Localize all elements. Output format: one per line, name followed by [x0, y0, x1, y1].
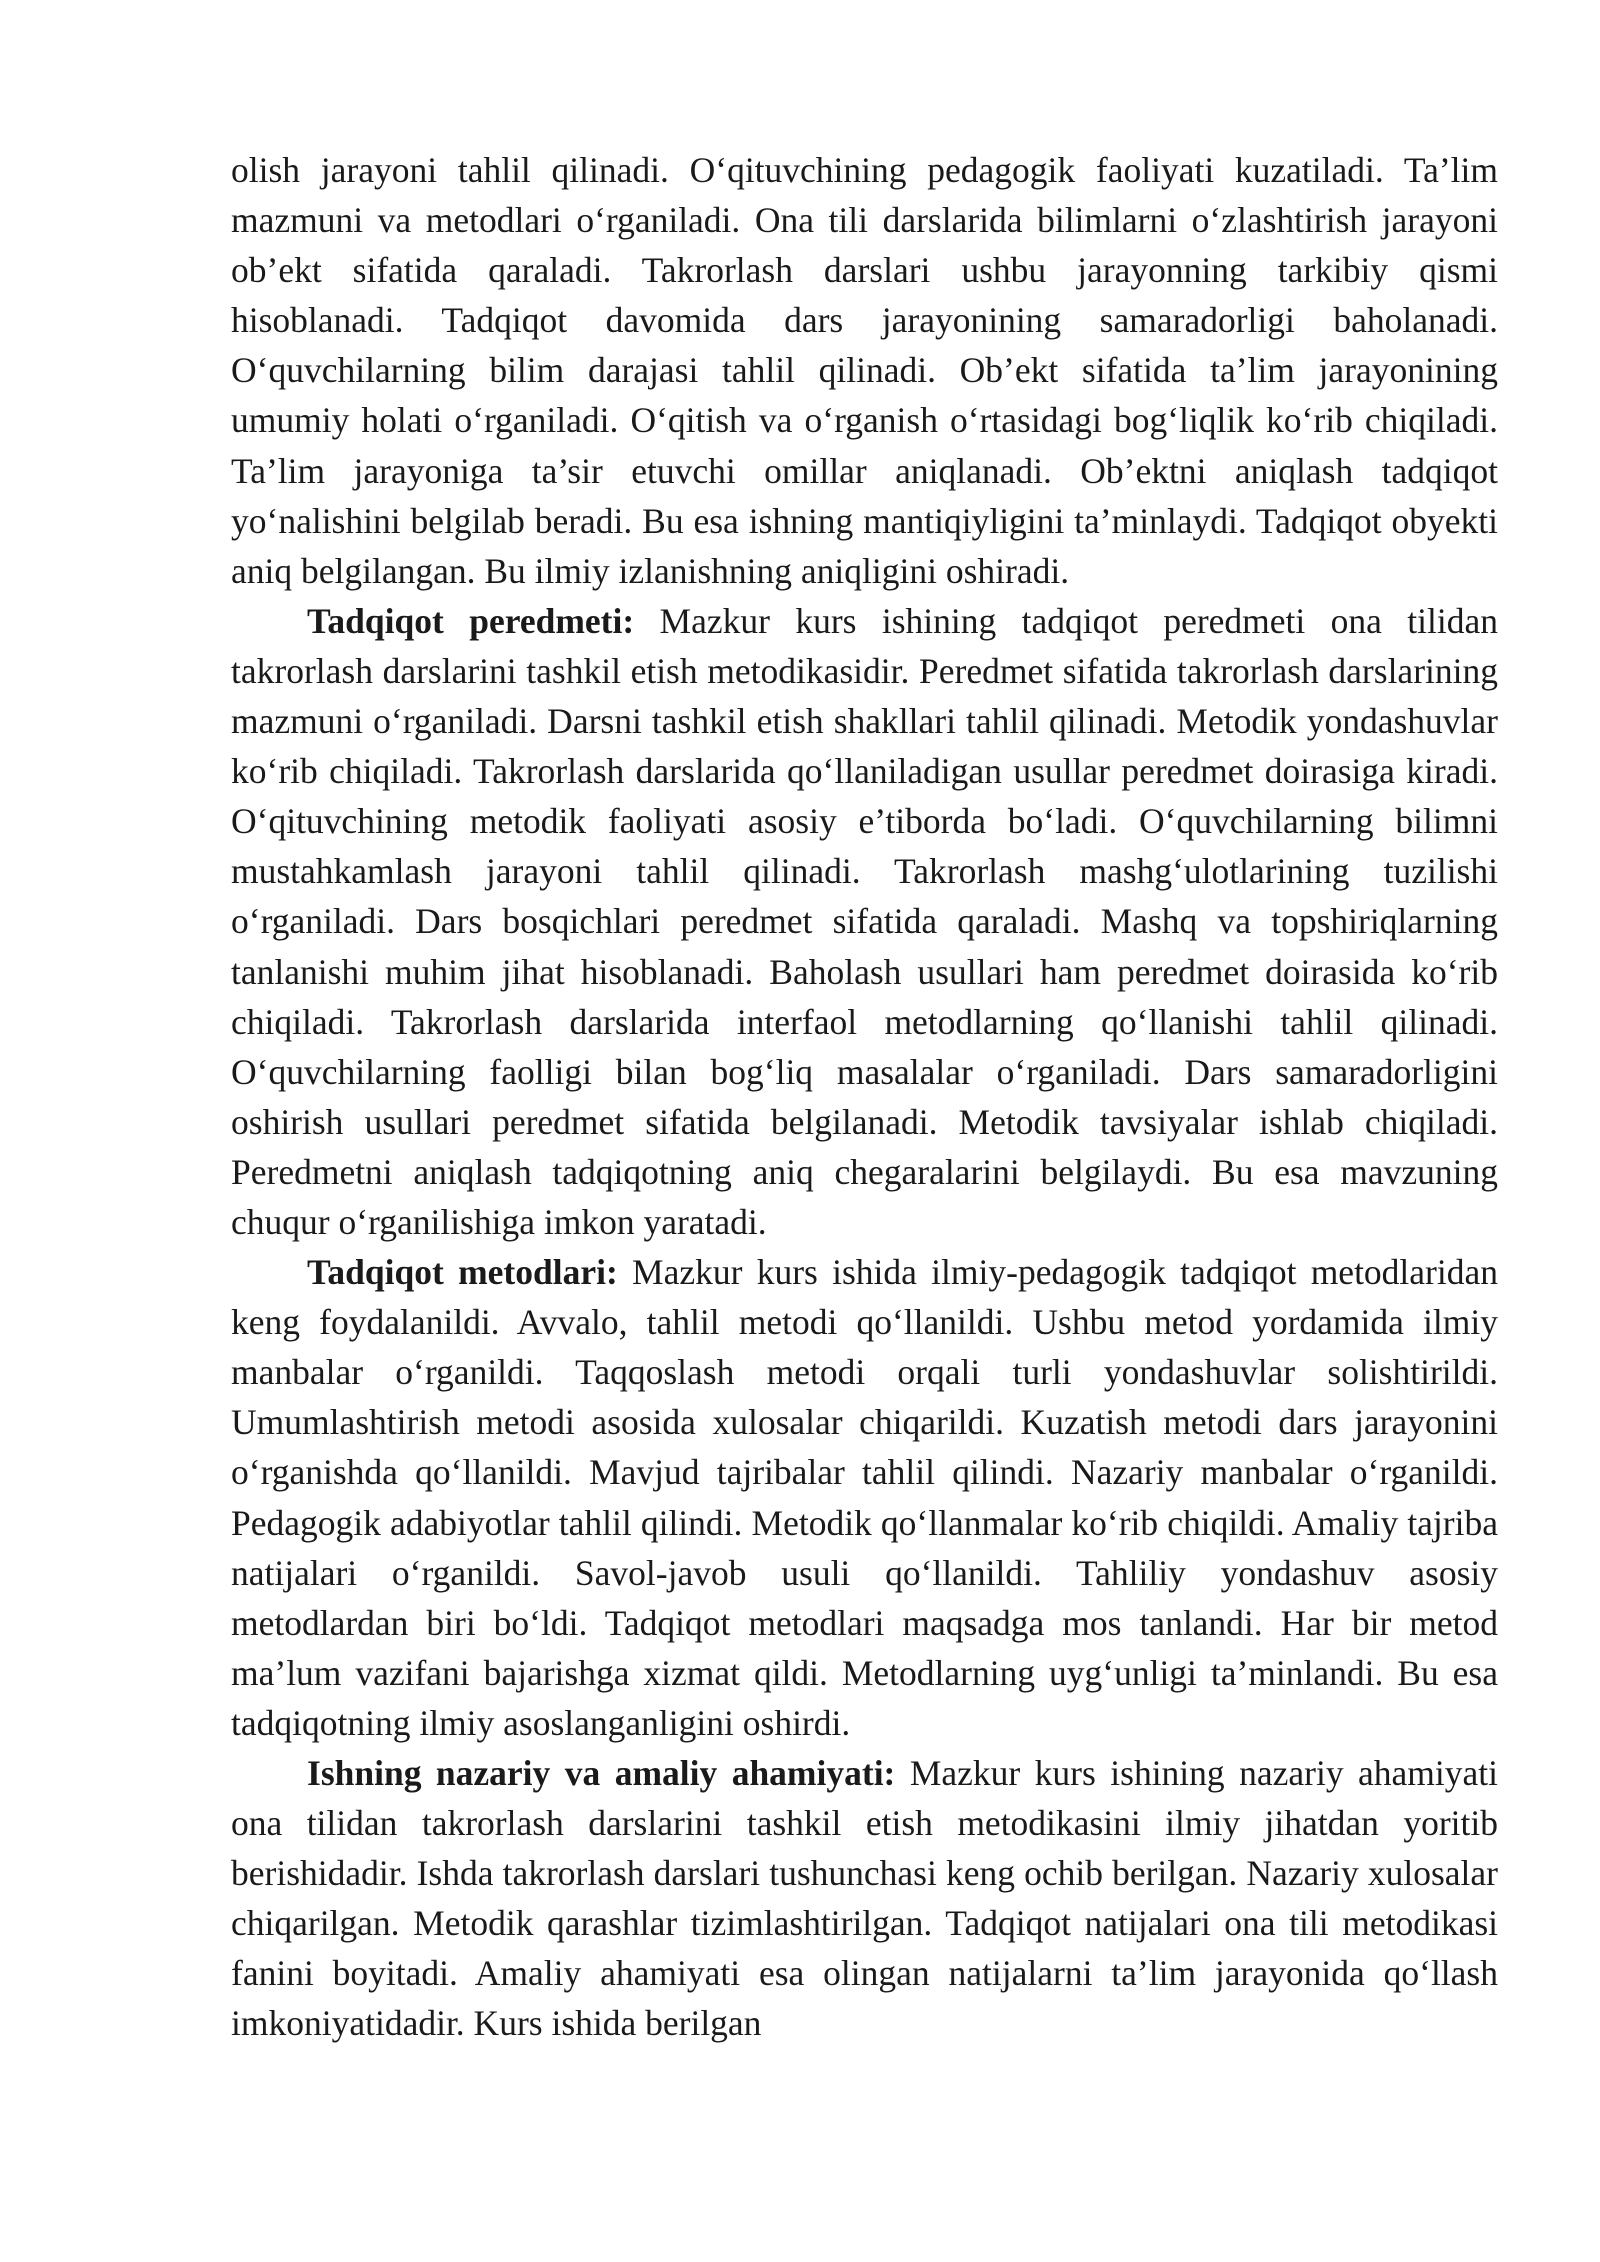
paragraph-object-continuation	[231, 145, 1498, 596]
paragraph-significance	[231, 1748, 1498, 2049]
paragraph-heading: Ishning nazariy va amaliy ahamiyati:	[307, 1753, 896, 1793]
paragraph-research-methods	[231, 1247, 1498, 1748]
paragraph-heading: Tadqiqot peredmeti:	[307, 600, 635, 641]
paragraph-text: olish jarayoni tahlil qilinadi. O‘qituvchining pedagogik faoliyati kuzatiladi. Ta’lim mazmuni va metodlari o‘rganiladi. Ona tili darslarida bilimlarni o‘zlashtirish jarayoni ob’ekt sifatida qaraladi. Takrorlash darslari ushbu jarayonning tarkibiy qismi hisoblanadi. Tadqiqot davomida dars jarayonining samaradorligi baholanadi. O‘quvchilarning bilim darajasi tahlil qilinadi. Ob’ekt sifatida ta’lim jarayonining umumiy holati o‘rganiladi. O‘qitish va o‘rganish o‘rtasidagi bog‘liqlik ko‘rib chiqiladi. Ta’lim jarayoniga ta’sir etuvchi omillar aniqlanadi. Ob’ektni aniqlash tadqiqot yo‘nalishini belgilab beradi. Bu esa ishning mantiqiyligini ta’minlaydi. Tadqiqot obyekti aniq belgilangan. Bu ilmiy izlanishning aniqligini oshiradi.	[231, 150, 1498, 591]
paragraph-text: Mazkur kurs ishining tadqiqot peredmeti ona tilidan takrorlash darslarini tashkil etish metodikasidir. Peredmet sifatida takrorlash darslarining mazmuni o‘rganiladi. Darsni tashkil etish shakllari tahlil qilinadi. Metodik yondashuvlar ko‘rib chiqiladi. Takrorlash darslarida qo‘llaniladigan usullar peredmet doirasiga kiradi. O‘qituvchining metodik faoliyati asosiy e’tiborda bo‘ladi. O‘quvchilarning bilimni mustahkamlash jarayoni tahlil qilinadi. Takrorlash mashg‘ulotlarining tuzilishi o‘rganiladi. Dars bosqichlari peredmet sifatida qaraladi. Mashq va topshiriqlarning tanlanishi muhim jihat hisoblanadi. Baholash usullari ham peredmet doirasida ko‘rib chiqiladi. Takrorlash darslarida interfaol metodlarning qo‘llanishi tahlil qilinadi. O‘quvchilarning faolligi bilan bog‘liq masalalar o‘rganiladi. Dars samaradorligini oshirish usullari peredmet sifatida belgilanadi. Metodik tavsiyalar ishlab chiqiladi. Peredmetni aniqlash tadqiqotning aniq chegaralarini belgilaydi. Bu esa mavzuning chuqur o‘rganilishiga imkon yaratadi.	[231, 600, 1498, 1242]
document-page	[231, 145, 1498, 2049]
paragraph-research-subject	[231, 596, 1498, 1247]
paragraph-text: Mazkur kurs ishining nazariy ahamiyati ona tilidan takrorlash darslarini tashkil etish metodikasini ilmiy jihatdan yoritib berishidadir. Ishda takrorlash darslari tushunchasi keng ochib berilgan. Nazariy xulosalar chiqarilgan. Metodik qarashlar tizimlashtirilgan. Tadqiqot natijalari ona tili metodikasi fanini boyitadi. Amaliy ahamiyati esa olingan natijalarni ta’lim jarayonida qo‘llash imkoniyatidadir. Kurs ishida berilgan	[231, 1753, 1498, 2044]
paragraph-text: Mazkur kurs ishida ilmiy-pedagogik tadqiqot metodlaridan keng foydalanildi. Avvalo, tahlil metodi qo‘llanildi. Ushbu metod yordamida ilmiy manbalar o‘rganildi. Taqqoslash metodi orqali turli yondashuvlar solishtirildi. Umumlashtirish metodi asosida xulosalar chiqarildi. Kuzatish metodi dars jarayonini o‘rganishda qo‘llanildi. Mavjud tajribalar tahlil qilindi. Nazariy manbalar o‘rganildi. Pedagogik adabiyotlar tahlil qilindi. Metodik qo‘llanmalar ko‘rib chiqildi. Amaliy tajriba natijalari o‘rganildi. Savol-javob usuli qo‘llanildi. Tahliliy yondashuv asosiy metodlardan biri bo‘ldi. Tadqiqot metodlari maqsadga mos tanlandi. Har bir metod ma’lum vazifani bajarishga xizmat qildi. Metodlarning uyg‘unligi ta’minlandi. Bu esa tadqiqotning ilmiy asoslanganligini oshirdi.	[231, 1252, 1498, 1743]
paragraph-heading: Tadqiqot metodlari:	[307, 1252, 618, 1293]
